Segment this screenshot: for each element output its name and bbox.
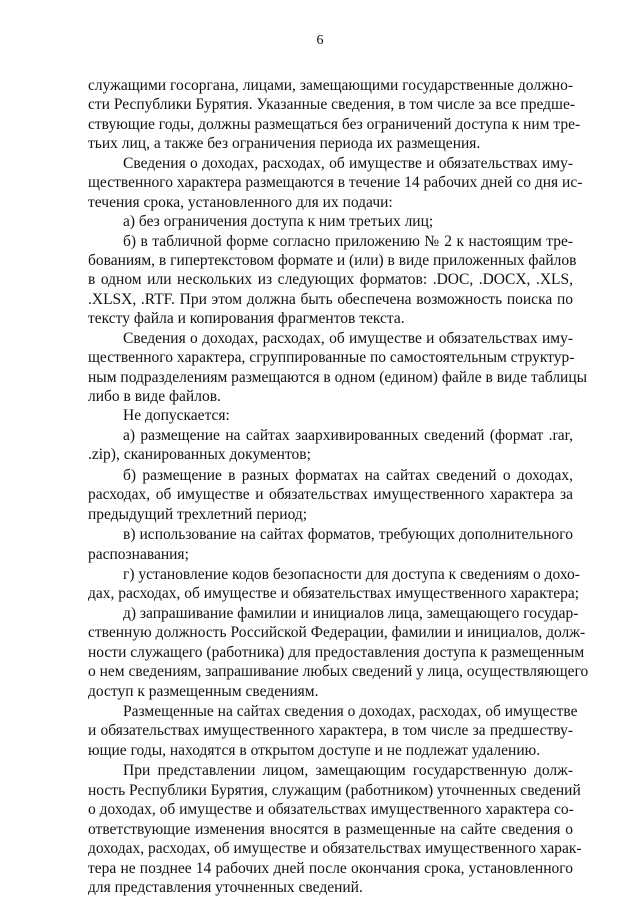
text-line: тера не позднее 14 рабочих дней после окончания срока, установленного — [88, 859, 573, 877]
text-line: доступ к размещенным сведениям. — [88, 682, 319, 700]
page-number: 6 — [316, 33, 324, 48]
text-line: о нем сведениям, запрашивание любых сведений у лица, осуществляющего — [88, 663, 589, 681]
text-line: сти Республики Бурятия. Указанные сведения, в том числе за все предше- — [88, 96, 575, 114]
text-line: дах, расходах, об имуществе и обязательствах имущественного характера; — [88, 585, 580, 603]
text-line: расходах, об имуществе и обязательствах имущественного характера за — [88, 486, 573, 504]
text-line: о доходах, об имуществе и обязательствах имущественного характера со- — [88, 801, 574, 819]
text-line: служащими госоргана, лицами, замещающими государственные должно- — [88, 77, 573, 94]
text-line: а) без ограничения доступа к ним третьих лиц; — [123, 213, 434, 231]
text-line: ющие годы, находятся в открытом доступе и не подлежат удалению. — [88, 741, 541, 759]
text-line: доходах, расходах, об имуществе и обязательствах имущественного харак- — [88, 840, 582, 858]
text-line: ность Республики Бурятия, служащим (работником) уточненных сведений — [88, 781, 581, 799]
text-line: б) в табличной форме согласно приложению № 2 к настоящим тре- — [123, 232, 573, 250]
text-line: тексту файла и копирования фрагментов текста. — [88, 310, 405, 328]
text-line: ственную должность Российской Федерации, фамилии и инициалов, долж- — [88, 624, 586, 642]
text-line: течения срока, установленного для их подачи: — [88, 193, 393, 211]
text-line: Сведения о доходах, расходах, об имуществе и обязательствах иму- — [123, 154, 573, 172]
text-line: б) размещение в разных форматах на сайтах сведений о доходах, — [123, 466, 573, 484]
text-line: .XLSX, .RTF. При этом должна быть обеспечена возможность поиска по — [88, 290, 573, 308]
text-line: г) установление кодов безопасности для доступа к сведениям о дохо- — [123, 565, 580, 583]
text-line: тьих лиц, а также без ограничения периода их размещения. — [88, 135, 481, 153]
text-line: распознавания; — [88, 545, 189, 563]
document-body — [88, 76, 589, 897]
text-line: .zip), сканированных документов; — [88, 446, 311, 464]
text-line: для представления уточненных сведений. — [88, 878, 363, 896]
text-line: щественного характера, сгруппированные по самостоятельным структур- — [88, 349, 575, 367]
text-line: ствующие годы, должны размещаться без ограничений доступа к ним тре- — [88, 115, 581, 133]
text-line: бованиям, в гипертекстовом формате и (или) в виде приложенных файлов — [88, 251, 577, 269]
text-line: щественного характера размещаются в течение 14 рабочих дней со дня ис- — [88, 174, 583, 192]
text-line: Не допускается: — [123, 407, 230, 425]
text-line: а) размещение на сайтах заархивированных сведений (формат .rar, — [123, 426, 573, 444]
text-line: д) запрашивание фамилии и инициалов лица, замещающего государ- — [123, 604, 579, 622]
text-line: ответствующие изменения вносятся в размещенные на сайте сведения о — [88, 820, 573, 838]
text-line: ным подразделениям размещаются в одном (едином) файле в виде таблицы — [88, 368, 588, 386]
text-line: в) использование на сайтах форматов, требующих дополнительного — [123, 526, 573, 544]
text-line: Сведения о доходах, расходах, об имуществе и обязательствах иму- — [123, 329, 573, 347]
text-line: ности служащего (работника) для предоставления доступа к размещенным — [88, 643, 585, 661]
text-line: предыдущий трехлетний период; — [88, 505, 308, 523]
text-line: При представлении лицом, замещающим государственную долж- — [123, 762, 573, 780]
text-line: Размещенные на сайтах сведения о доходах, расходах, об имуществе — [123, 703, 578, 720]
text-line: и обязательствах имущественного характера, в том числе за предшеству- — [88, 722, 573, 740]
text-line: либо в виде файлов. — [88, 388, 221, 405]
text-line: в одном или нескольких из следующих форматов: .DOC, .DOCX, .XLS, — [88, 271, 573, 289]
